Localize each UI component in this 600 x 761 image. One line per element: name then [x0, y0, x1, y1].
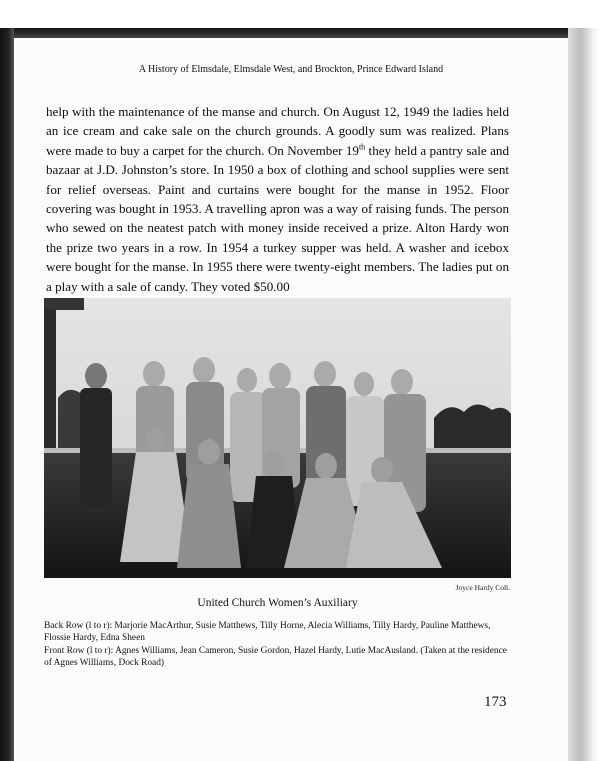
body-text-part-2: they held a pantry sale and bazaar at J.D. Johnston’s store. In 1950 a box of clothing and school supplies were sent for relief overseas. Paint and curtains were bought for the manse in 1952. Floor covering was bought in 1953. A travelling apron was a way of raising funds. The person who sewed on the neatest patch with money inside received a prize. Alton Hardy won the prize two years in a row. In 1954 a turkey supper was held. A washer and icebox were bought for the manse. In 1955 there were twenty-eight members. The ladies put on a play with a sale of candy. They voted $50.00 [46, 142, 509, 294]
caption-front-row: Front Row (l to r): Agnes Williams, Jean Cameron, Susie Gordon, Hazel Hardy, Lutie MacAusland. (Taken at the residence of Agnes Williams, Dock Road) [44, 646, 507, 668]
photo-caption-title: United Church Women’s Auxiliary [197, 597, 358, 609]
photo-credit: Joyce Hardy Coll. [455, 583, 510, 592]
ordinal-suffix: th [358, 142, 366, 152]
body-text-part-1: help with the maintenance of the manse and church. On August 12, 1949 the ladies held an ice cream and cake sale on the church grounds. A goodly sum was realized. Plans were made to buy a carpet for the church. On November 19 [46, 104, 509, 158]
caption-back-row: Back Row (l to r): Marjorie MacArthur, Susie Matthews, Tilly Horne, Alecia Williams, Tilly Hardy, Pauline Matthews, Flossie Hardy, Edna Sheen [44, 621, 491, 643]
group-photograph [44, 298, 511, 578]
page-top-shadow [0, 28, 600, 38]
page-number: 173 [484, 694, 507, 710]
running-header: A History of Elmsdale, Elmsdale West, and Brockton, Prince Edward Island [138, 64, 444, 75]
page-edge [568, 28, 600, 761]
book-spine-shadow [0, 28, 14, 761]
body-paragraph [46, 102, 509, 296]
